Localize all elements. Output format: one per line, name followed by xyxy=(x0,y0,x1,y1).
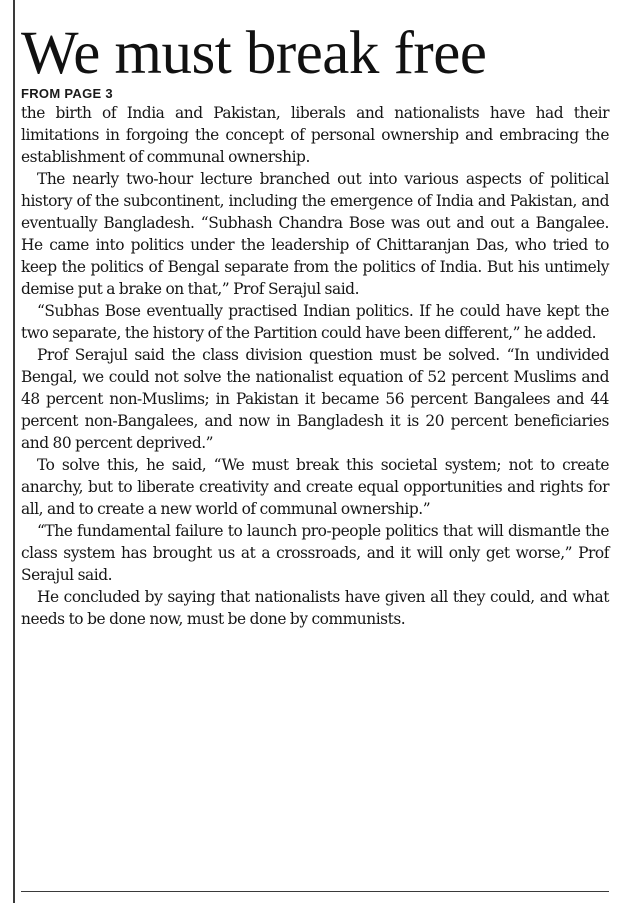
article-paragraph: Prof Serajul said the class division question must be solved. “In undivided Bengal, we could not solve the nationalist equation of 52 percent Muslims and 48 percent non-Muslims; in Pakistan it became 56 percent Bangalees and 44 percent non-Bangalees, and now in Bangladesh it is 20 percent beneficiaries and 80 percent deprived.” xyxy=(21,346,609,452)
continued-from-label: FROM PAGE 3 xyxy=(21,86,113,101)
article-paragraph: To solve this, he said, “We must break this societal system; not to create anarchy, but to liberate creativity and create equal opportunities and rights for all, and to create a new world of communal ownership.” xyxy=(21,456,609,518)
article-paragraph: the birth of India and Pakistan, liberals and nationalists have had their limitations in forgoing the concept of personal ownership and embracing the establishment of communal ownership. xyxy=(21,104,609,166)
article-paragraph: He concluded by saying that nationalists have given all they could, and what needs to be done now, must be done by communists. xyxy=(21,588,609,628)
article-paragraph: “The fundamental failure to launch pro-people politics that will dismantle the class system has brought us at a crossroads, and it will only get worse,” Prof Serajul said. xyxy=(21,522,609,584)
article-paragraph: “Subhas Bose eventually practised Indian politics. If he could have kept the two separate, the history of the Partition could have been different,” he added. xyxy=(21,302,609,342)
bottom-divider xyxy=(21,891,609,892)
news-article xyxy=(13,0,613,903)
article-headline: We must break free xyxy=(21,20,487,87)
article-paragraph: The nearly two-hour lecture branched out into various aspects of political history of the subcontinent, including the emergence of India and Pakistan, and eventually Bangladesh. “Subhash Chandra Bose was out and out a Bangalee. He came into politics under the leadership of Chittaranjan Das, who tried to keep the politics of Bengal separate from the politics of India. But his untimely demise put a brake on that,” Prof Serajul said. xyxy=(21,170,609,298)
article-body xyxy=(21,102,609,630)
